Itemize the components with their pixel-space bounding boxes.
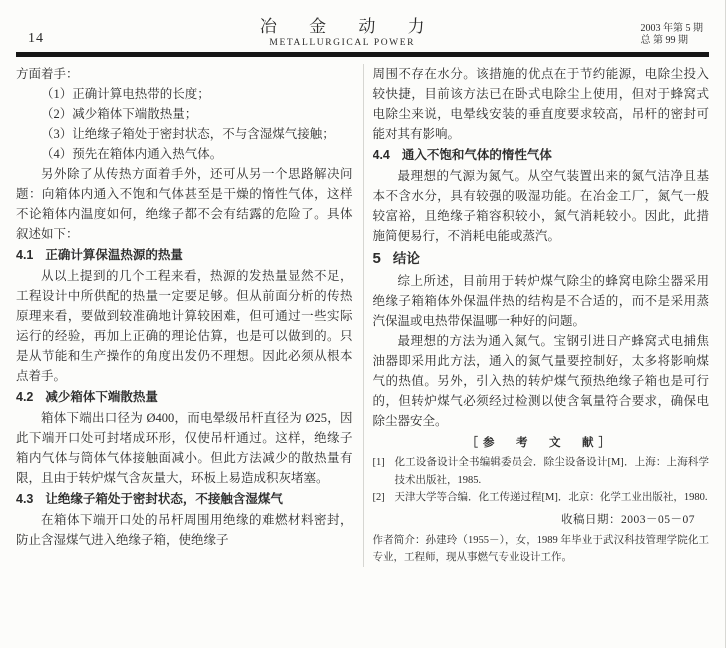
section-heading-4-1 <box>16 245 353 265</box>
reference-item <box>373 454 710 489</box>
references-heading: ［参 考 文 献］ <box>466 437 615 449</box>
section-title: 减少箱体下端散热量 <box>45 390 158 404</box>
section-4-3-body: 在箱体下端开口处的吊杆周围用绝缘的难燃材料密封，防止含湿煤气进入绝缘子箱，使绝缘子 <box>16 513 353 547</box>
page-header <box>16 8 709 48</box>
section-heading-4-3 <box>16 489 353 509</box>
conclusion-paragraph-2: 最理想的方法为通入氮气。宝钢引进日产蜂窝式电捕焦油器即采用此方法，通入的氮气量要控制好，太多将影响煤气的热值。另外，引入热的转炉煤气预热绝缘子箱也是可行的，但转炉煤气必须经过检测以使含氧量符合要求，确保电除尘器安全。 <box>372 334 709 428</box>
list-item-1: （1）正确计算电热带的长度； <box>41 87 210 101</box>
section-heading-5 <box>373 249 710 269</box>
list-item-2: （2）减少箱体下端散热量； <box>41 107 198 121</box>
issue-total-number: 总 第 99 期 <box>640 35 688 46</box>
issue-year-number: 2003 年第 5 期 <box>640 23 703 34</box>
journal-title-block <box>44 12 641 48</box>
right-column <box>373 64 710 567</box>
continuation-paragraph: 方面着手： <box>16 67 79 81</box>
header-rule <box>16 52 709 57</box>
issue-info <box>641 23 704 48</box>
section-title: 结论 <box>392 251 420 266</box>
journal-title-en: METALLURGICAL POWER <box>269 38 416 48</box>
section-title: 正确计算保温热源的热量 <box>45 248 183 262</box>
reference-text: 天津大学等合编．化工传递过程[M]．北京：化学工业出版社，1980. <box>394 492 708 503</box>
author-bio: 作者简介：孙建玲（1955－），女，1989 年毕业于武汉科技管理学院化工专业，工程师，现从事燃气专业设计工作。 <box>372 534 709 563</box>
section-4-2-body: 箱体下端出口径为 Ø400，而电晕级吊杆直径为 Ø25，因此下端开口处可封堵成环形，仅使吊杆通过。这样，绝缘子箱内气体与筒体气体接触面减小。但此方法减少的散热量有限，且由于转炉煤气含灰量大，环板上易造成积灰堵塞。 <box>16 411 353 485</box>
reference-label: [2] <box>372 492 385 503</box>
received-date: 收稿日期：2003－05－07 <box>561 513 695 526</box>
list-item-4: （4）预先在箱体内通入热气体。 <box>41 147 223 161</box>
paragraph: 另外除了从传热方面着手外，还可从另一个思路解决问题：向箱体内通入不饱和气体甚至是干燥的惰性气体，这样不论箱体内温度如何，绝缘子都不会有结露的危险了。具体叙述如下： <box>16 167 353 241</box>
section-4-1-body: 从以上提到的几个工程来看，热源的发热量显然不足，工程设计中所供配的热量一定要足够。但从前面分析的传热原理来看，要做到较准确地计算较困难，但可通过一些实际运行的经验，再加上正确的理论估算，也是可以做到的。只是从节能和生产操作的角度出发仍不理想。因此必须从根本点着手。 <box>16 269 353 383</box>
section-number: 4.3 <box>16 492 34 506</box>
reference-text: 化工设备设计全书编辑委员会．除尘设备设计[M]．上海：上海科学技术出版社，1985. <box>394 457 709 486</box>
left-column <box>16 64 353 567</box>
section-heading-4-2 <box>16 387 353 407</box>
continuation-paragraph: 周围不存在水分。该措施的优点在于节约能源，电除尘投入较快捷，目前该方法已在卧式电除尘上使用，但对于蜂窝式电除尘来说，电晕线安装的垂直度要求较高，吊杆的密封可能对其有影响。 <box>372 67 709 141</box>
section-number: 4.1 <box>16 248 34 262</box>
section-number: 4.4 <box>372 148 390 162</box>
section-4-4-body: 最理想的气源为氮气。从空气装置出来的氮气洁净且基本不含水分，具有较强的吸湿功能。在冶金工厂，氮气一般较富裕，且绝缘子箱容积较小，氮气消耗较小。因此，此措施简便易行，不消耗电能或蒸汽。 <box>372 169 709 243</box>
section-title: 让绝缘子箱处于密封状态，不接触含湿煤气 <box>45 492 283 506</box>
reference-label: [1] <box>372 457 385 468</box>
section-heading-4-4 <box>373 145 710 165</box>
section-title: 通入不饱和气体的惰性气体 <box>401 148 552 162</box>
conclusion-paragraph-1: 综上所述，目前用于转炉煤气除尘的蜂窝电除尘器采用绝缘子箱箱体外保温伴热的结构是不合适的，而不是采用蒸汽保温或电热带保温哪一种好的问题。 <box>372 274 709 328</box>
list-item-3: （3）让绝缘子箱处于密封状态，不与含湿煤气接触； <box>41 127 335 141</box>
page-number: 14 <box>28 31 44 46</box>
column-divider <box>363 64 364 567</box>
section-number: 4.2 <box>16 390 34 404</box>
journal-title-cn: 冶 金 动 力 <box>259 17 439 36</box>
reference-item <box>373 489 710 507</box>
section-number: 5 <box>372 250 381 267</box>
article-body <box>16 64 709 567</box>
